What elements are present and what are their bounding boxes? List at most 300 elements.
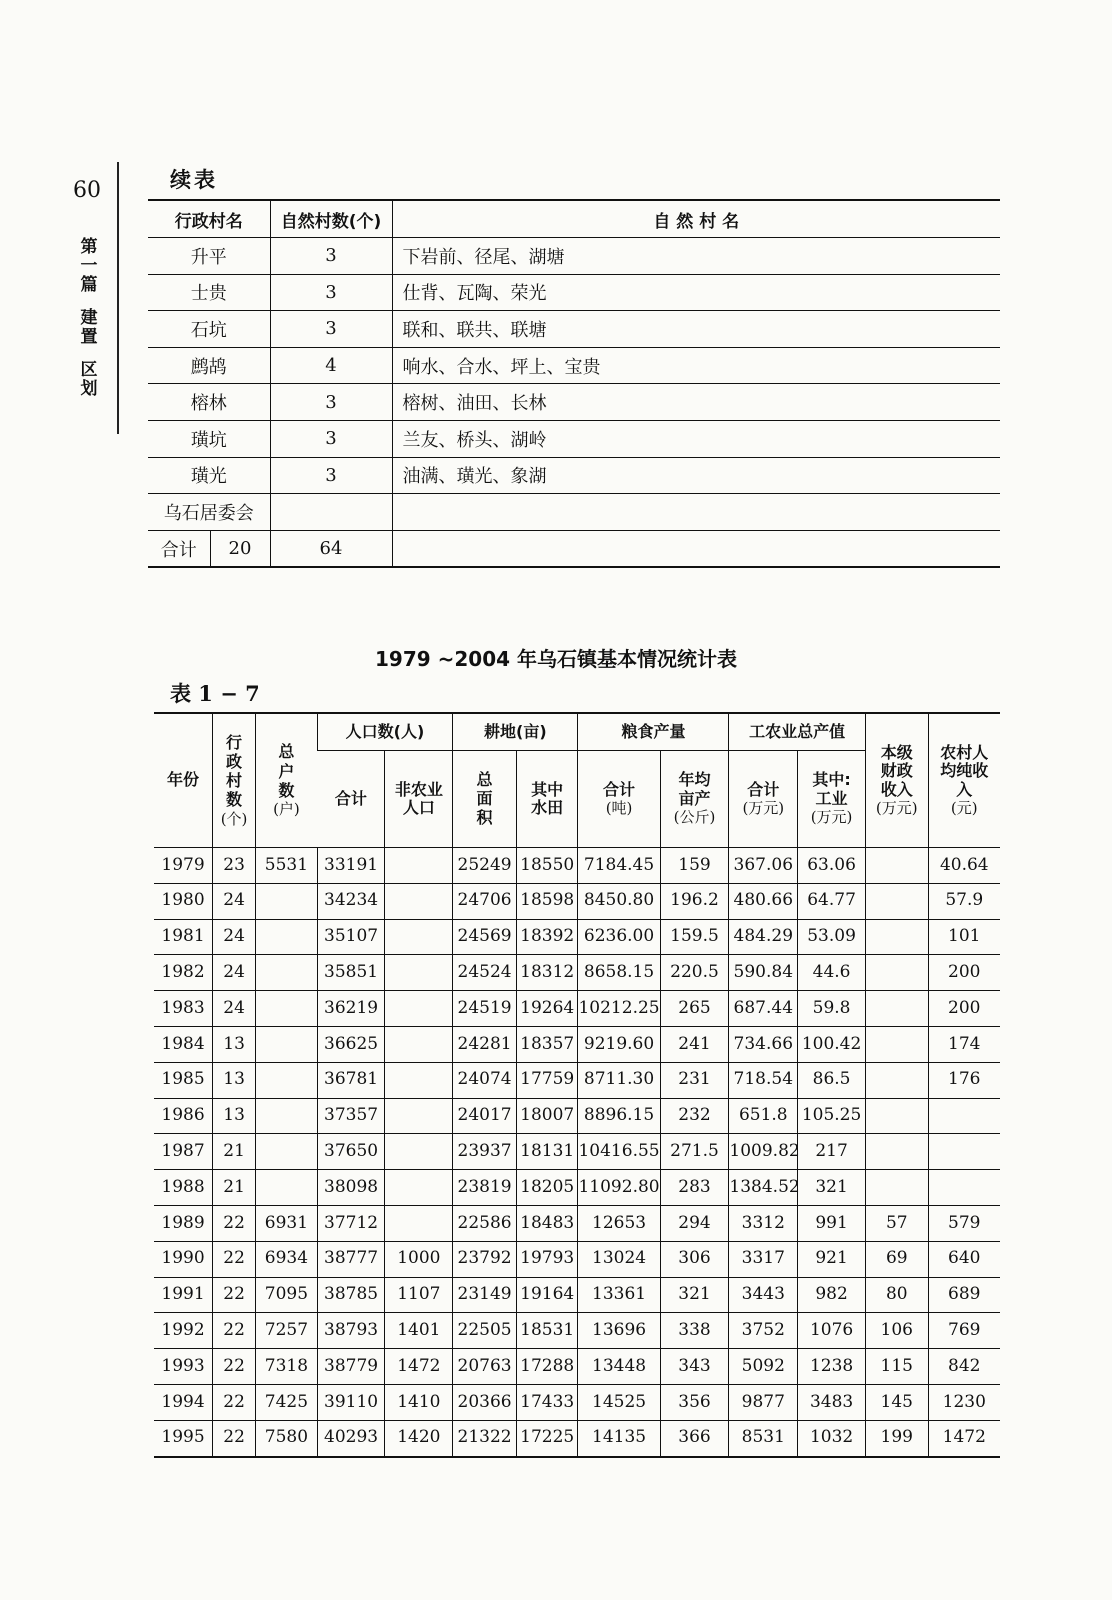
cell-output-total: 8531 [729, 1420, 798, 1456]
table-row [154, 991, 1000, 1027]
header-output-industry: 其中:工业 (万元) [798, 751, 866, 848]
side-char: 建 [80, 308, 98, 328]
admin-village-name: 升平 [148, 238, 270, 275]
cell-output-industry: 1032 [798, 1420, 866, 1456]
cell-output-total: 480.66 [729, 883, 798, 919]
cell-admin-villages: 21 [213, 1134, 256, 1170]
cell-farm-total: 23937 [453, 1134, 517, 1170]
cell-income: 579 [928, 1205, 1000, 1241]
cell-grain-total: 7184.45 [578, 848, 660, 884]
cell-grain-yield: 241 [660, 1026, 729, 1062]
cell-grain-total: 9219.60 [578, 1026, 660, 1062]
cell-farm-paddy: 18205 [516, 1170, 578, 1206]
cell-grain-yield: 220.5 [660, 955, 729, 991]
cell-admin-villages: 24 [213, 955, 256, 991]
cell-income: 769 [928, 1313, 1000, 1349]
cell-grain-total: 8896.15 [578, 1098, 660, 1134]
cell-admin-villages: 22 [213, 1205, 256, 1241]
table-row [154, 1134, 1000, 1170]
cell-farm-total: 25249 [453, 848, 517, 884]
cell-admin-villages: 24 [213, 991, 256, 1027]
cell-farm-paddy: 19264 [516, 991, 578, 1027]
table-row [148, 420, 1000, 457]
cell-output-total: 3312 [729, 1205, 798, 1241]
stats-table [154, 712, 1000, 1458]
village-count: 3 [270, 384, 392, 421]
cell-grain-yield: 356 [660, 1384, 729, 1420]
village-count: 3 [270, 311, 392, 348]
cell-revenue: 69 [865, 1241, 928, 1277]
cell-pop-total: 38098 [317, 1170, 385, 1206]
cell-pop-total: 35851 [317, 955, 385, 991]
cell-pop-total: 36781 [317, 1062, 385, 1098]
table-row [148, 347, 1000, 384]
cell-output-industry: 991 [798, 1205, 866, 1241]
village-count: 3 [270, 457, 392, 494]
cell-households [256, 1134, 318, 1170]
cell-households: 7425 [256, 1384, 318, 1420]
header-income: 农村人均纯收入 (元) [928, 713, 1000, 848]
table-row [154, 1349, 1000, 1385]
table-row [154, 1420, 1000, 1456]
cell-farm-paddy: 18483 [516, 1205, 578, 1241]
cell-pop-nonfarm [385, 1098, 453, 1134]
cell-pop-total: 40293 [317, 1420, 385, 1456]
cell-pop-nonfarm [385, 883, 453, 919]
cell-pop-nonfarm [385, 1062, 453, 1098]
cell-farm-paddy: 18531 [516, 1313, 578, 1349]
cell-revenue [865, 1134, 928, 1170]
cell-output-industry: 217 [798, 1134, 866, 1170]
cell-grain-yield: 294 [660, 1205, 729, 1241]
cell-pop-nonfarm: 1410 [385, 1384, 453, 1420]
cell-grain-total: 12653 [578, 1205, 660, 1241]
village-count: 3 [270, 420, 392, 457]
table-header-row [148, 200, 1000, 238]
village-count: 3 [270, 274, 392, 311]
admin-village-name: 鹧鸪 [148, 347, 270, 384]
cell-grain-total: 14135 [578, 1420, 660, 1456]
stats-table-label: 表 1 − 7 [170, 681, 260, 706]
village-names: 榕树、油田、长林 [392, 384, 1000, 421]
cell-grain-total: 8658.15 [578, 955, 660, 991]
cell-farm-total: 24706 [453, 883, 517, 919]
village-count: 3 [270, 238, 392, 275]
village-table [148, 199, 1000, 568]
header-grain-total: 合计 (吨) [578, 751, 660, 848]
header-households: 总户数 (户) [256, 713, 318, 848]
table-row [148, 238, 1000, 275]
cell-year: 1988 [154, 1170, 213, 1206]
table-row [154, 955, 1000, 991]
cell-revenue: 115 [865, 1349, 928, 1385]
cell-revenue [865, 1026, 928, 1062]
cell-revenue [865, 1170, 928, 1206]
cell-farm-total: 24519 [453, 991, 517, 1027]
village-names: 响水、合水、坪上、宝贵 [392, 347, 1000, 384]
cell-year: 1991 [154, 1277, 213, 1313]
cell-admin-villages: 13 [213, 1062, 256, 1098]
cell-output-total: 367.06 [729, 848, 798, 884]
side-char: 一 [80, 256, 98, 276]
header-village-count: 自然村数(个) [270, 200, 392, 238]
total-label: 合计 [148, 530, 210, 567]
cell-households [256, 919, 318, 955]
cell-output-total: 9877 [729, 1384, 798, 1420]
cell-output-industry: 982 [798, 1277, 866, 1313]
header-farmland: 耕地(亩) [453, 713, 578, 751]
cell-output-total: 5092 [729, 1349, 798, 1385]
cell-households [256, 1026, 318, 1062]
table-row [154, 1170, 1000, 1206]
admin-village-name: 璜坑 [148, 420, 270, 457]
cell-grain-total: 13024 [578, 1241, 660, 1277]
header-pop-nonfarm: 非农业人口 [385, 751, 453, 848]
cell-pop-total: 37357 [317, 1098, 385, 1134]
cell-households: 7580 [256, 1420, 318, 1456]
admin-village-name: 璜光 [148, 457, 270, 494]
cell-pop-nonfarm [385, 1026, 453, 1062]
cell-pop-total: 38793 [317, 1313, 385, 1349]
cell-output-total: 3443 [729, 1277, 798, 1313]
cell-pop-total: 34234 [317, 883, 385, 919]
cell-income: 176 [928, 1062, 1000, 1098]
cell-pop-nonfarm: 1401 [385, 1313, 453, 1349]
cell-year: 1986 [154, 1098, 213, 1134]
cell-pop-nonfarm: 1472 [385, 1349, 453, 1385]
cell-grain-yield: 283 [660, 1170, 729, 1206]
cell-grain-yield: 306 [660, 1241, 729, 1277]
table-row [148, 457, 1000, 494]
cell-year: 1990 [154, 1241, 213, 1277]
cell-year: 1984 [154, 1026, 213, 1062]
cell-pop-total: 36219 [317, 991, 385, 1027]
cell-output-total: 484.29 [729, 919, 798, 955]
cell-output-industry: 59.8 [798, 991, 866, 1027]
cell-year: 1982 [154, 955, 213, 991]
cell-pop-nonfarm [385, 991, 453, 1027]
village-names: 下岩前、径尾、湖塘 [392, 238, 1000, 275]
cell-income [928, 1098, 1000, 1134]
header-revenue: 本级财政收入 (万元) [865, 713, 928, 848]
table-row [154, 1241, 1000, 1277]
cell-farm-total: 22505 [453, 1313, 517, 1349]
header-farm-total: 总面积 [453, 751, 517, 848]
cell-year: 1981 [154, 919, 213, 955]
stats-header-row-1 [154, 713, 1000, 751]
cell-year: 1994 [154, 1384, 213, 1420]
cell-households: 5531 [256, 848, 318, 884]
cell-revenue [865, 955, 928, 991]
header-year: 年份 [154, 713, 213, 848]
admin-village-name: 石坑 [148, 311, 270, 348]
cell-admin-villages: 23 [213, 848, 256, 884]
cell-pop-total: 35107 [317, 919, 385, 955]
cell-output-total: 3752 [729, 1313, 798, 1349]
cell-farm-total: 24074 [453, 1062, 517, 1098]
cell-output-industry: 100.42 [798, 1026, 866, 1062]
side-char: 置 [80, 327, 98, 347]
village-names [392, 494, 1000, 531]
cell-output-total: 590.84 [729, 955, 798, 991]
cell-income: 174 [928, 1026, 1000, 1062]
header-pop-total: 合计 [317, 751, 385, 848]
table-row [154, 1313, 1000, 1349]
cell-pop-total: 38785 [317, 1277, 385, 1313]
cell-farm-total: 22586 [453, 1205, 517, 1241]
table-row [148, 311, 1000, 348]
cell-farm-total: 21322 [453, 1420, 517, 1456]
cell-revenue [865, 991, 928, 1027]
cell-farm-total: 23792 [453, 1241, 517, 1277]
cell-farm-paddy: 17288 [516, 1349, 578, 1385]
header-admin-villages: 行政村数 (个) [213, 713, 256, 848]
cell-admin-villages: 24 [213, 883, 256, 919]
side-char: 区 [80, 360, 98, 380]
cell-households: 7095 [256, 1277, 318, 1313]
header-output-total: 合计 (万元) [729, 751, 798, 848]
table-row [154, 1277, 1000, 1313]
cell-income [928, 1134, 1000, 1170]
table-row [154, 1026, 1000, 1062]
cell-admin-villages: 24 [213, 919, 256, 955]
cell-grain-total: 10212.25 [578, 991, 660, 1027]
table-row [154, 1062, 1000, 1098]
cell-pop-total: 39110 [317, 1384, 385, 1420]
cell-grain-yield: 159.5 [660, 919, 729, 955]
cell-grain-total: 11092.80 [578, 1170, 660, 1206]
cell-revenue: 80 [865, 1277, 928, 1313]
cell-output-total: 718.54 [729, 1062, 798, 1098]
cell-farm-paddy: 18312 [516, 955, 578, 991]
cell-admin-villages: 13 [213, 1026, 256, 1062]
cell-farm-paddy: 19793 [516, 1241, 578, 1277]
cell-grain-yield: 366 [660, 1420, 729, 1456]
cell-farm-paddy: 18392 [516, 919, 578, 955]
cell-income: 689 [928, 1277, 1000, 1313]
table-row [148, 494, 1000, 531]
cell-year: 1979 [154, 848, 213, 884]
cell-farm-total: 20366 [453, 1384, 517, 1420]
cell-pop-total: 37712 [317, 1205, 385, 1241]
cell-income: 40.64 [928, 848, 1000, 884]
cell-pop-nonfarm [385, 955, 453, 991]
cell-farm-paddy: 18550 [516, 848, 578, 884]
total-village-count: 64 [270, 530, 392, 567]
cell-output-industry: 53.09 [798, 919, 866, 955]
cell-grain-yield: 231 [660, 1062, 729, 1098]
cell-grain-total: 6236.00 [578, 919, 660, 955]
side-char: 第 [80, 237, 98, 257]
cell-pop-nonfarm [385, 1134, 453, 1170]
cell-output-industry: 3483 [798, 1384, 866, 1420]
table-row [154, 883, 1000, 919]
header-farm-paddy: 其中水田 [516, 751, 578, 848]
village-count [270, 494, 392, 531]
cell-revenue: 106 [865, 1313, 928, 1349]
table-row [154, 1205, 1000, 1241]
cell-admin-villages: 13 [213, 1098, 256, 1134]
header-admin-village: 行政村名 [148, 200, 270, 238]
cell-year: 1987 [154, 1134, 213, 1170]
cell-admin-villages: 22 [213, 1241, 256, 1277]
cell-revenue: 199 [865, 1420, 928, 1456]
cell-income: 640 [928, 1241, 1000, 1277]
cell-farm-paddy: 17225 [516, 1420, 578, 1456]
cell-farm-total: 24017 [453, 1098, 517, 1134]
cell-grain-yield: 159 [660, 848, 729, 884]
stats-table-title: 1979 ~2004 年乌石镇基本情况统计表 [374, 647, 737, 671]
cell-income: 101 [928, 919, 1000, 955]
cell-revenue [865, 1098, 928, 1134]
cell-farm-total: 24569 [453, 919, 517, 955]
cell-households: 6934 [256, 1241, 318, 1277]
cell-farm-paddy: 18357 [516, 1026, 578, 1062]
cell-farm-paddy: 17433 [516, 1384, 578, 1420]
cell-households: 6931 [256, 1205, 318, 1241]
cell-year: 1983 [154, 991, 213, 1027]
cell-output-industry: 105.25 [798, 1098, 866, 1134]
table-row [154, 1098, 1000, 1134]
cell-grain-total: 14525 [578, 1384, 660, 1420]
table-row [154, 919, 1000, 955]
cell-pop-nonfarm [385, 919, 453, 955]
cell-grain-yield: 271.5 [660, 1134, 729, 1170]
cell-income: 200 [928, 991, 1000, 1027]
cell-admin-villages: 22 [213, 1349, 256, 1385]
cell-farm-total: 24524 [453, 955, 517, 991]
cell-farm-total: 24281 [453, 1026, 517, 1062]
cell-income: 57.9 [928, 883, 1000, 919]
continued-table-title: 续表 [170, 167, 218, 192]
village-names: 仕背、瓦陶、荣光 [392, 274, 1000, 311]
header-output: 工农业总产值 [729, 713, 866, 751]
cell-households [256, 991, 318, 1027]
cell-grain-yield: 343 [660, 1349, 729, 1385]
section-side-label [78, 238, 100, 399]
cell-output-industry: 321 [798, 1170, 866, 1206]
cell-revenue [865, 848, 928, 884]
cell-pop-nonfarm [385, 1205, 453, 1241]
cell-revenue [865, 919, 928, 955]
cell-year: 1992 [154, 1313, 213, 1349]
village-names: 联和、联共、联塘 [392, 311, 1000, 348]
cell-farm-paddy: 18131 [516, 1134, 578, 1170]
admin-village-name: 士贵 [148, 274, 270, 311]
cell-revenue [865, 883, 928, 919]
cell-output-industry: 921 [798, 1241, 866, 1277]
cell-revenue [865, 1062, 928, 1098]
cell-output-total: 1384.52 [729, 1170, 798, 1206]
cell-pop-total: 38779 [317, 1349, 385, 1385]
cell-grain-total: 13361 [578, 1277, 660, 1313]
cell-grain-yield: 321 [660, 1277, 729, 1313]
cell-admin-villages: 22 [213, 1420, 256, 1456]
cell-output-industry: 1238 [798, 1349, 866, 1385]
cell-grain-yield: 232 [660, 1098, 729, 1134]
cell-pop-nonfarm [385, 1170, 453, 1206]
cell-output-industry: 44.6 [798, 955, 866, 991]
cell-farm-total: 20763 [453, 1349, 517, 1385]
village-names: 兰友、桥头、湖岭 [392, 420, 1000, 457]
cell-pop-nonfarm: 1107 [385, 1277, 453, 1313]
cell-grain-yield: 196.2 [660, 883, 729, 919]
table-row [148, 274, 1000, 311]
header-grain-yield: 年均亩产 (公斤) [660, 751, 729, 848]
cell-households [256, 955, 318, 991]
total-admin-count: 20 [210, 530, 270, 567]
cell-farm-total: 23149 [453, 1277, 517, 1313]
cell-admin-villages: 21 [213, 1170, 256, 1206]
side-char: 篇 [80, 275, 98, 295]
cell-admin-villages: 22 [213, 1277, 256, 1313]
cell-pop-nonfarm: 1000 [385, 1241, 453, 1277]
cell-income: 1230 [928, 1384, 1000, 1420]
cell-income: 842 [928, 1349, 1000, 1385]
cell-grain-total: 8711.30 [578, 1062, 660, 1098]
cell-grain-total: 13696 [578, 1313, 660, 1349]
cell-year: 1980 [154, 883, 213, 919]
cell-income: 200 [928, 955, 1000, 991]
cell-year: 1989 [154, 1205, 213, 1241]
cell-revenue: 57 [865, 1205, 928, 1241]
header-village-names: 自 然 村 名 [392, 200, 1000, 238]
cell-pop-total: 33191 [317, 848, 385, 884]
cell-pop-nonfarm: 1420 [385, 1420, 453, 1456]
cell-output-industry: 64.77 [798, 883, 866, 919]
table-row [154, 848, 1000, 884]
cell-households: 7257 [256, 1313, 318, 1349]
cell-output-total: 734.66 [729, 1026, 798, 1062]
cell-output-total: 3317 [729, 1241, 798, 1277]
cell-output-industry: 86.5 [798, 1062, 866, 1098]
table-row [148, 384, 1000, 421]
village-names: 油满、璜光、象湖 [392, 457, 1000, 494]
cell-income [928, 1170, 1000, 1206]
cell-output-total: 687.44 [729, 991, 798, 1027]
cell-pop-total: 38777 [317, 1241, 385, 1277]
cell-grain-total: 8450.80 [578, 883, 660, 919]
cell-pop-nonfarm [385, 848, 453, 884]
admin-village-name: 榕林 [148, 384, 270, 421]
cell-households [256, 1098, 318, 1134]
page-number: 60 [73, 178, 101, 203]
cell-pop-total: 37650 [317, 1134, 385, 1170]
cell-year: 1993 [154, 1349, 213, 1385]
cell-farm-paddy: 18598 [516, 883, 578, 919]
cell-farm-total: 23819 [453, 1170, 517, 1206]
cell-revenue: 145 [865, 1384, 928, 1420]
cell-grain-total: 10416.55 [578, 1134, 660, 1170]
cell-households [256, 1062, 318, 1098]
cell-output-total: 651.8 [729, 1098, 798, 1134]
cell-farm-paddy: 18007 [516, 1098, 578, 1134]
margin-rule [117, 162, 119, 434]
cell-grain-yield: 338 [660, 1313, 729, 1349]
cell-output-industry: 1076 [798, 1313, 866, 1349]
cell-year: 1985 [154, 1062, 213, 1098]
cell-admin-villages: 22 [213, 1384, 256, 1420]
village-count: 4 [270, 347, 392, 384]
table-row [154, 1384, 1000, 1420]
cell-farm-paddy: 17759 [516, 1062, 578, 1098]
admin-village-name: 乌石居委会 [148, 494, 270, 531]
cell-pop-total: 36625 [317, 1026, 385, 1062]
cell-households [256, 1170, 318, 1206]
cell-admin-villages: 22 [213, 1313, 256, 1349]
header-population: 人口数(人) [317, 713, 453, 751]
total-row [148, 530, 1000, 567]
